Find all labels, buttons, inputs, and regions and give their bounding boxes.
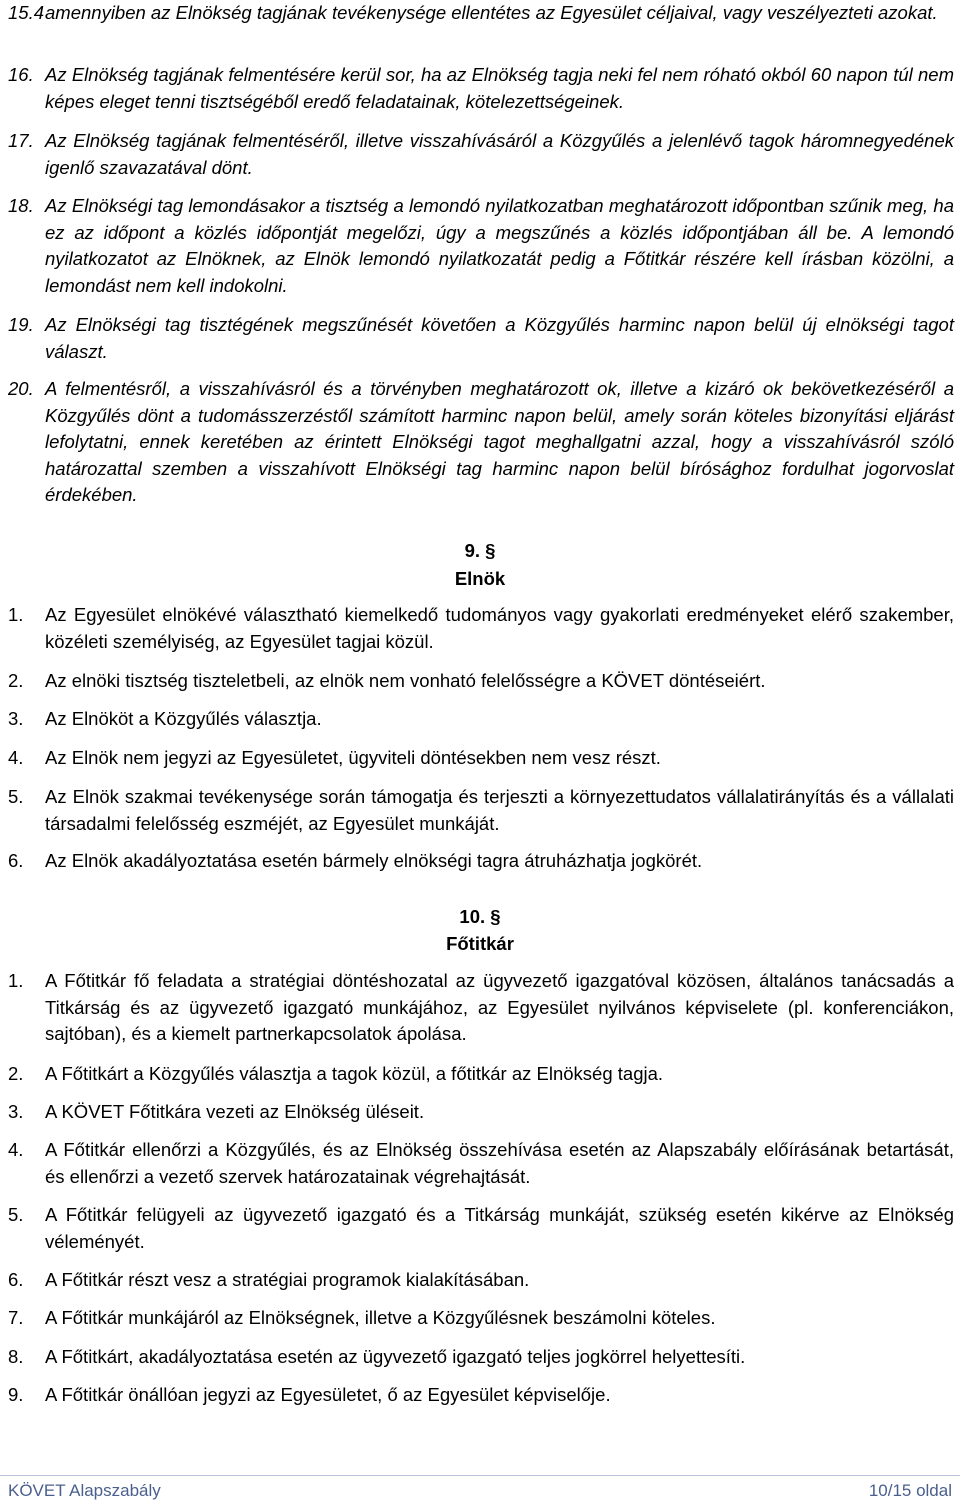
list-item [8, 1137, 954, 1190]
list-item [8, 62, 954, 115]
list-item [8, 1202, 954, 1255]
item-number: 4. [8, 747, 24, 768]
list-item [8, 193, 954, 299]
item-text: Az elnöki tisztség tiszteletbeli, az elnök nem vonható felelősségre a KÖVET döntéseiért. [45, 670, 766, 691]
item-number: 6. [8, 850, 24, 871]
list-item [8, 602, 954, 655]
item-number: 5. [8, 1204, 24, 1225]
item-number: 3. [8, 1101, 24, 1122]
list-item [8, 784, 954, 837]
list-item [8, 745, 954, 772]
item-text: A felmentésről, a visszahívásról és a törvényben meghatározott ok, illetve a kizáró ok bekövetkezéséről a Közgyűlés dönt a tudomásszerzéstől számított harminc napon belül, amely során köteles bizonyítási eljárást lefolytatni, ennek keretében az érintett Elnökségi tagot meghallgatni azzal, hogy a visszahívásról szóló határozattal szemben a visszahívott Elnökségi tag harminc napon belül bírósághoz fordulhat jogorvoslat érdekében. [45, 378, 954, 505]
section-number: 9. § [464, 540, 496, 561]
list-item [8, 968, 954, 1048]
item-number: 2. [8, 670, 24, 691]
list-item [8, 668, 954, 695]
item-text: Az Egyesület elnökévé választható kiemelkedő tudományos vagy gyakorlati eredményeket elérő szakember, közéleti személyiség, az Egyesület tagjai közül. [45, 604, 954, 652]
item-text: A Főtitkár fő feladata a stratégiai döntéshozatal az ügyvezető igazgatóval közösen, általános tanácsadás a Titkárság és az ügyvezető igazgató munkájához, az Egyesület nyilvános képviselete (pl. konferenciákon, sajtóban), és a kiemelt partnerkapcsolatok ápolása. [45, 970, 954, 1044]
item-number: 7. [8, 1307, 24, 1328]
list-item [8, 1099, 954, 1126]
item-text: A Főtitkár részt vesz a stratégiai programok kialakításában. [45, 1269, 530, 1290]
item-text: Az Elnököt a Közgyűlés választja. [45, 708, 322, 729]
item-text: Az Elnök szakmai tevékenysége során támogatja és terjeszti a környezettudatos vállalatirányítás és a vállalati társadalmi felelősség eszméjét, az Egyesület munkáját. [45, 786, 954, 834]
item-text: A Főtitkárt a Közgyűlés választja a tagok közül, a főtitkár az Elnökség tagja. [45, 1063, 664, 1084]
item-number: 3. [8, 708, 24, 729]
section-title: Elnök [454, 568, 506, 589]
list-item [8, 706, 954, 733]
item-text: A KÖVET Főtitkára vezeti az Elnökség üléseit. [45, 1101, 425, 1122]
item-number: 16. [8, 64, 34, 85]
footer-page-number: 10/15 oldal [868, 1481, 952, 1500]
item-text: Az Elnökségi tag tisztégének megszűnését követően a Közgyűlés harminc napon belül új elnökségi tagot választ. [45, 314, 954, 362]
footer-document-title: KÖVET Alapszabály [8, 1481, 161, 1500]
section-number: 10. § [459, 906, 501, 927]
item-text: A Főtitkárt, akadályoztatása esetén az ügyvezető igazgató teljes jogkörrel helyettesíti. [45, 1346, 746, 1367]
item-text: A Főtitkár felügyeli az ügyvezető igazgató és a Titkárság munkáját, szükség esetén kikérve az Elnökség véleményét. [45, 1204, 954, 1252]
item-number: 4. [8, 1139, 24, 1160]
item-number: 20. [8, 378, 34, 399]
item-number: 5. [8, 786, 24, 807]
section-title: Főtitkár [446, 933, 514, 954]
item-text: amennyiben az Elnökség tagjának tevékenysége ellentétes az Egyesület céljaival, vagy veszélyezteti azokat. [45, 2, 938, 23]
list-item [8, 128, 954, 181]
list-item [8, 0, 954, 27]
item-number: 1. [8, 604, 24, 625]
page-footer [0, 1475, 960, 1504]
item-number: 9. [8, 1384, 24, 1405]
item-number: 2. [8, 1063, 24, 1084]
item-text: Az Elnök nem jegyzi az Egyesületet, ügyviteli döntésekben nem vesz részt. [45, 747, 661, 768]
list-item [8, 1382, 954, 1409]
list-item [8, 848, 954, 875]
item-text: A Főtitkár ellenőrzi a Közgyűlés, és az Elnökség összehívása esetén az Alapszabály előírásának betartását, és ellenőrzi a vezető szervek határozatainak végrehajtását. [45, 1139, 954, 1187]
list-item [8, 1061, 954, 1088]
list-item [8, 1305, 954, 1332]
item-text: Az Elnökségi tag lemondásakor a tisztség a lemondó nyilatkozatban meghatározott időpontban szűnik meg, ha ez az időpont a közlés időpontját megelőzi, úgy a megszűnés a közlés időpontjában áll be. A lemondó nyilatkozatot az Elnöknek, az Elnök lemondó nyilatkozatát pedig a Főtitkár részére kell írásban közölni, a lemondást nem kell indokolni. [45, 195, 954, 296]
item-number: 18. [8, 195, 34, 216]
item-text: Az Elnökség tagjának felmentéséről, illetve visszahívásáról a Közgyűlés a jelenlévő tagok háromnegyedének igenlő szavazatával dönt. [45, 130, 954, 178]
item-text: Az Elnök akadályoztatása esetén bármely elnökségi tagra átruházhatja jogkörét. [45, 850, 703, 871]
item-number: 6. [8, 1269, 24, 1290]
item-number: 1. [8, 970, 24, 991]
item-text: A Főtitkár munkájáról az Elnökségnek, illetve a Közgyűlésnek beszámolni köteles. [45, 1307, 716, 1328]
item-number: 8. [8, 1346, 24, 1367]
item-number: 17. [8, 130, 34, 151]
list-item [8, 312, 954, 365]
item-text: A Főtitkár önállóan jegyzi az Egyesületet, ő az Egyesület képviselője. [45, 1384, 611, 1405]
list-item [8, 376, 954, 509]
item-number: 15.4 [8, 2, 45, 23]
item-text: Az Elnökség tagjának felmentésére kerül sor, ha az Elnökség tagja neki fel nem róható okból 60 napon túl nem képes eleget tenni tisztségéből eredő feladatainak, kötelezettségeinek. [45, 64, 954, 112]
list-item [8, 1267, 954, 1294]
item-number: 19. [8, 314, 34, 335]
list-item [8, 1344, 954, 1371]
